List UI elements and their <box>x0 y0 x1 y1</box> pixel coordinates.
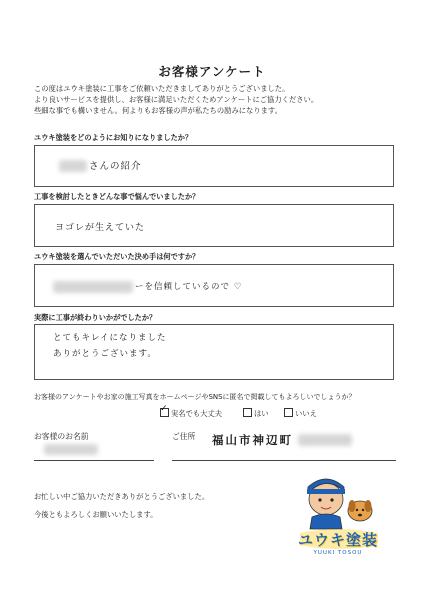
intro-line: より良いサービスを提供し、お客様に満足いただくためアンケートにご協力ください。 <box>34 95 319 104</box>
name-label: お客様のお名前 <box>34 432 89 441</box>
question-1: ユウキ塗装をどのようにお知りになりましたか？ <box>34 133 193 142</box>
intro-text <box>34 83 404 116</box>
permission-question: お客様のアンケートやお家の施工写真をホームページやSNSに匿名で掲載してもよろしいでしょうか？ <box>34 393 356 401</box>
answer-box-2 <box>34 204 394 247</box>
address-value: 福山市神辺町 <box>212 433 293 447</box>
thanks-line-2: 今後ともよろしくお願いいたします。 <box>34 510 158 519</box>
question-3: ユウキ塗装を選んでいただいた決め手は何ですか？ <box>34 252 200 261</box>
redacted-blur <box>53 281 133 293</box>
logo-text: ユウキ塗装 <box>297 531 378 549</box>
company-logo <box>282 473 394 565</box>
answer-box-3 <box>34 264 394 307</box>
redacted-blur <box>59 160 87 172</box>
logo-subtext: YUUKI TOSOU <box>313 550 363 556</box>
address-underline <box>172 460 396 461</box>
question-2: 工事を検討したときどんな事で悩んでいましたか？ <box>34 192 200 201</box>
checkbox[interactable] <box>243 408 252 417</box>
answer-box-1 <box>34 145 394 187</box>
checkbox-checked[interactable] <box>160 408 169 417</box>
intro-line: この度はユウキ塗装に工事をご依頼いただきましてありがとうございました。 <box>34 84 290 93</box>
intro-line: 些細な事でも構いません。何よりもお客様の声が私たちの励みになります。 <box>34 106 282 115</box>
answer-box-4 <box>34 324 394 380</box>
checkbox[interactable] <box>284 408 293 417</box>
page-title: お客様アンケート <box>158 64 266 79</box>
question-4: 実際に工事が終わりいかがでしたか？ <box>34 313 157 322</box>
answer-2-text: ヨゴレが生えていた <box>55 223 146 233</box>
address-label: ご住所 <box>172 432 196 441</box>
option-label: はい <box>254 409 269 418</box>
option-label: 実名でも大丈夫 <box>171 409 223 418</box>
redacted-name <box>44 444 98 455</box>
option-label: いいえ <box>295 409 317 418</box>
name-underline <box>34 460 154 461</box>
option-no[interactable] <box>284 408 317 419</box>
answer-3-text: ーを信頼しているので ♡ <box>135 282 243 292</box>
answer-4-line-2: ありがとうございます。 <box>53 349 157 359</box>
redacted-address <box>298 434 352 446</box>
answer-4-line-1: とてもキレイになりました <box>53 333 167 343</box>
answer-1-text: さんの紹介 <box>89 161 142 172</box>
option-yes[interactable] <box>243 408 269 419</box>
option-real-name[interactable] <box>160 408 222 419</box>
thanks-line-1: お忙しい中ご協力いただきありがとうございました。 <box>34 492 210 501</box>
